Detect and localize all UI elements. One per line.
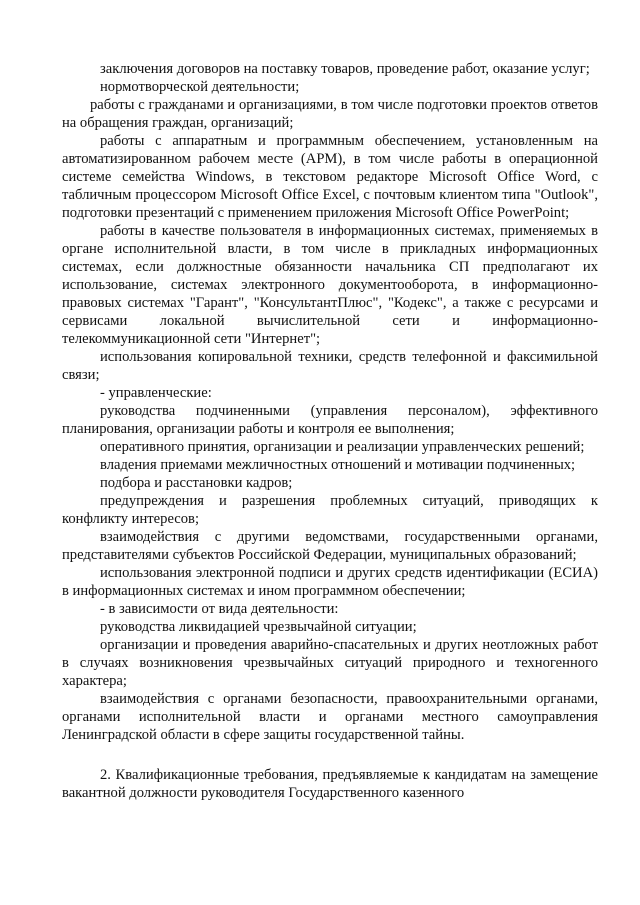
paragraph-information-systems: работы в качестве пользователя в информационных системах, применяемых в органе исполнительной власти, в том числе в прикладных информационных системах, если должностные обязанности начальника СП предполагают их использование, системах электронного документооборота, в информационно-правовых системах "Гарант", "КонсультантПлюс", "Кодекс", а также с ресурсами и сервисами локальной вычислительной сети и информационно-телекоммуникационной сети "Интернет";	[62, 223, 598, 347]
paragraph-section-2: 2. Квалификационные требования, предъявляемые к кандидатам на замещение вакантной должности руководителя Государственного казенного	[62, 767, 598, 801]
paragraph-contracts: заключения договоров на поставку товаров, проведение работ, оказание услуг;	[100, 61, 590, 77]
paragraph-leadership: руководства подчиненными (управления персоналом), эффективного планирования, организации работы и контроля ее выполнения;	[62, 403, 598, 437]
paragraph-managerial-heading: - управленческие:	[100, 385, 212, 401]
paragraph-rescue-operations: организации и проведения аварийно-спасательных и других неотложных работ в случаях возникновения чрезвычайных ситуаций природного и техногенного характера;	[62, 637, 598, 689]
paragraph-decisions: оперативного принятия, организации и реализации управленческих решений;	[100, 439, 585, 455]
paragraph-security-cooperation: взаимодействия с органами безопасности, правоохранительными органами, органами исполнительной власти и органами местного самоуправления Ленинградской области в сфере защиты государственной тайны.	[62, 691, 598, 743]
paragraph-hardware-software: работы с аппаратным и программным обеспечением, установленным на автоматизированном рабочем месте (АРМ), в том числе работы в операционной системе семейства Windows, в текстовом редакторе Microsoft Office Word, с табличным процессором Microsoft Office Excel, с почтовым клиентом типа "Outlook", подготовки презентаций с применением приложения Microsoft Office PowerPoint;	[62, 133, 598, 221]
paragraph-copying-equipment: использования копировальной техники, средств телефонной и факсимильной связи;	[62, 349, 598, 383]
paragraph-electronic-signature: использования электронной подписи и других средств идентификации (ЕСИА) в информационных системах и ином программном обеспечении;	[62, 565, 598, 599]
document-page	[62, 60, 598, 802]
paragraph-spacer	[62, 744, 598, 766]
paragraph-citizens: работы с гражданами и организациями, в том числе подготовки проектов ответов на обращения граждан, организаций;	[62, 97, 598, 131]
paragraph-rulemaking: нормотворческой деятельности;	[100, 79, 300, 95]
paragraph-interpersonal: владения приемами межличностных отношений и мотивации подчиненных;	[100, 457, 576, 473]
paragraph-conflict-prevention: предупреждения и разрешения проблемных ситуаций, приводящих к конфликту интересов;	[62, 493, 598, 527]
paragraph-emergency-management: руководства ликвидацией чрезвычайной ситуации;	[100, 619, 417, 635]
paragraph-interagency: взаимодействия с другими ведомствами, государственными органами, представителями субъектов Российской Федерации, муниципальных образований;	[62, 529, 598, 563]
paragraph-activity-heading: - в зависимости от вида деятельности:	[100, 601, 339, 617]
paragraph-staffing: подбора и расстановки кадров;	[100, 475, 293, 491]
